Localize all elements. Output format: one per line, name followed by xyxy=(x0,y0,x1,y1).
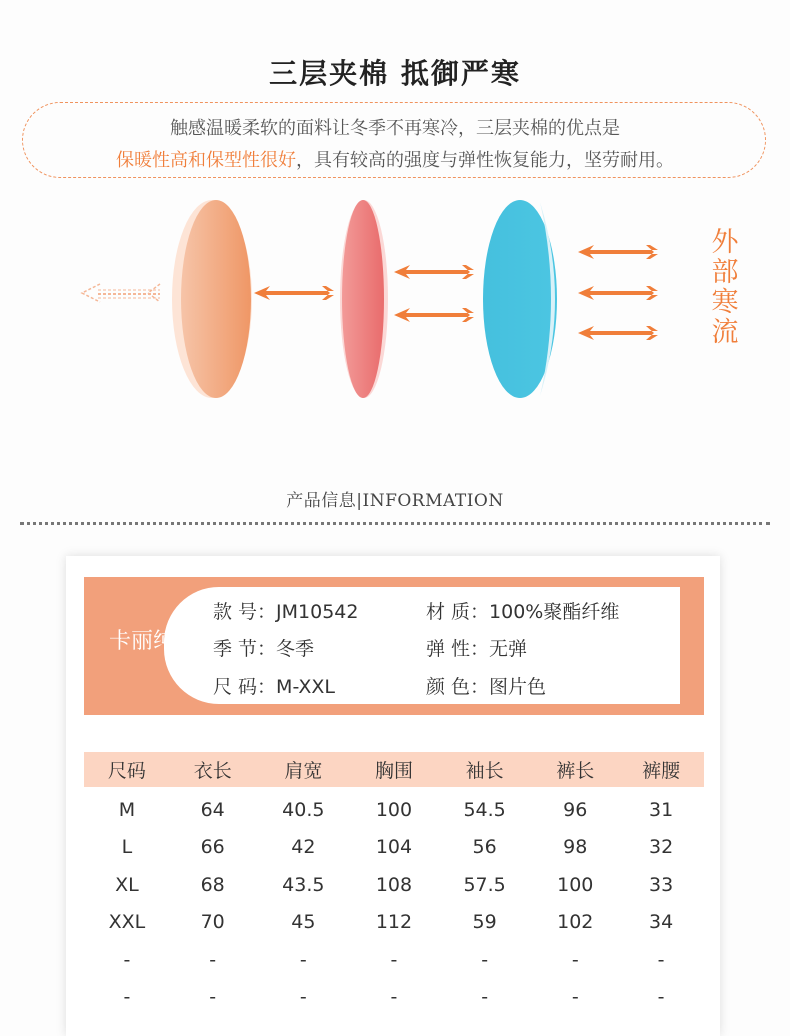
size-table-header xyxy=(84,752,704,787)
attribute-color xyxy=(426,672,546,699)
attribute-label: 尺 码： xyxy=(213,676,277,698)
attribute-label: 材 质： xyxy=(426,601,490,623)
attribute-value: JM10542 xyxy=(276,601,359,623)
table-cell: 56 xyxy=(472,836,497,859)
size-table xyxy=(84,752,704,1016)
table-cell: - xyxy=(123,948,131,971)
header-cell: 胸围 xyxy=(351,752,437,787)
attribute-value: 图片色 xyxy=(489,676,547,698)
table-cell: 102 xyxy=(557,911,594,934)
table-cell: 70 xyxy=(200,911,225,934)
table-cell: - xyxy=(571,948,579,971)
attribute-size xyxy=(213,672,335,699)
table-row xyxy=(84,787,704,829)
attribute-elasticity xyxy=(426,634,527,661)
attribute-label: 颜 色： xyxy=(426,676,490,698)
table-cell: 104 xyxy=(375,836,413,859)
table-cell: 64 xyxy=(200,798,225,821)
table-cell: - xyxy=(299,948,307,971)
table-cell: - xyxy=(390,948,398,971)
description-highlight: 保暖性高和保型性很好 xyxy=(116,150,296,171)
table-row xyxy=(84,866,704,904)
table-cell: 66 xyxy=(200,836,225,859)
table-cell: 112 xyxy=(375,911,413,934)
layer-outer-fabric xyxy=(172,200,252,398)
attribute-label: 弹 性： xyxy=(426,638,490,660)
table-cell: 43.5 xyxy=(282,873,325,896)
table-cell: L xyxy=(121,836,133,859)
table-cell: M xyxy=(118,798,136,821)
table-row xyxy=(84,904,704,942)
header-cell: 尺码 xyxy=(84,752,170,787)
attribute-material xyxy=(426,597,619,624)
description-line-1: 触感温暖柔软的面料让冬季不再寒冷，三层夹棉的优点是 xyxy=(170,118,620,139)
table-row xyxy=(84,941,704,979)
table-cell: 31 xyxy=(648,798,674,821)
attribute-value: 100%聚酯纤维 xyxy=(489,601,620,623)
table-cell: XXL xyxy=(108,911,146,934)
table-cell: - xyxy=(299,986,307,1009)
page-title: 三层夹棉 抵御严寒 xyxy=(269,57,521,90)
attribute-value: 冬季 xyxy=(276,638,315,660)
table-cell: 57.5 xyxy=(463,873,506,896)
table-cell: 68 xyxy=(200,873,225,896)
description-line-2 xyxy=(0,146,790,172)
attribute-style-no xyxy=(213,597,359,624)
table-cell: 108 xyxy=(375,873,413,896)
table-cell: - xyxy=(209,948,217,971)
attribute-label: 款 号： xyxy=(213,601,277,623)
attribute-label: 季 节： xyxy=(213,638,277,660)
table-cell: - xyxy=(209,986,217,1009)
table-cell: 59 xyxy=(472,911,497,934)
table-row xyxy=(84,979,704,1017)
layer-middle-cotton xyxy=(340,200,388,398)
header-cell: 裤腰 xyxy=(618,752,704,787)
table-row xyxy=(84,829,704,867)
table-cell: - xyxy=(571,986,579,1009)
description-rest: ，具有较高的强度与弹性恢复能力，坚劳耐用。 xyxy=(296,150,674,171)
table-cell: 32 xyxy=(648,836,674,859)
table-cell: XL xyxy=(115,873,139,896)
layer-diagram xyxy=(0,190,790,410)
table-cell: 40.5 xyxy=(282,798,325,821)
layer-inner-lining xyxy=(483,200,557,398)
table-cell: 34 xyxy=(648,911,674,934)
table-cell: - xyxy=(481,986,489,1009)
external-cold-label: 外部寒流 xyxy=(711,227,739,348)
attribute-value: M-XXL xyxy=(276,676,335,698)
table-cell: - xyxy=(390,986,398,1009)
table-cell: - xyxy=(481,948,489,971)
header-cell: 袖长 xyxy=(437,752,532,787)
table-cell: - xyxy=(657,948,665,971)
brand-name: 卡丽纯 xyxy=(108,629,175,654)
table-cell: 45 xyxy=(291,911,316,934)
table-cell: - xyxy=(123,986,131,1009)
table-cell: 100 xyxy=(557,873,594,896)
table-cell: 100 xyxy=(375,798,413,821)
table-cell: - xyxy=(657,986,665,1009)
dotted-divider xyxy=(20,522,770,525)
table-cell: 33 xyxy=(648,873,674,896)
cold-flow-arrows xyxy=(254,245,658,340)
table-cell: 54.5 xyxy=(463,798,506,821)
table-cell: 96 xyxy=(563,798,588,821)
outgoing-heat-arrow xyxy=(82,284,160,302)
header-cell: 肩宽 xyxy=(256,752,351,787)
section-header: 产品信息|INFORMATION xyxy=(286,491,504,511)
header-cell: 裤长 xyxy=(532,752,618,787)
table-cell: 98 xyxy=(563,836,588,859)
attribute-value: 无弹 xyxy=(489,638,528,660)
attribute-season xyxy=(213,634,314,661)
header-cell: 衣长 xyxy=(170,752,256,787)
table-cell: 42 xyxy=(291,836,316,859)
